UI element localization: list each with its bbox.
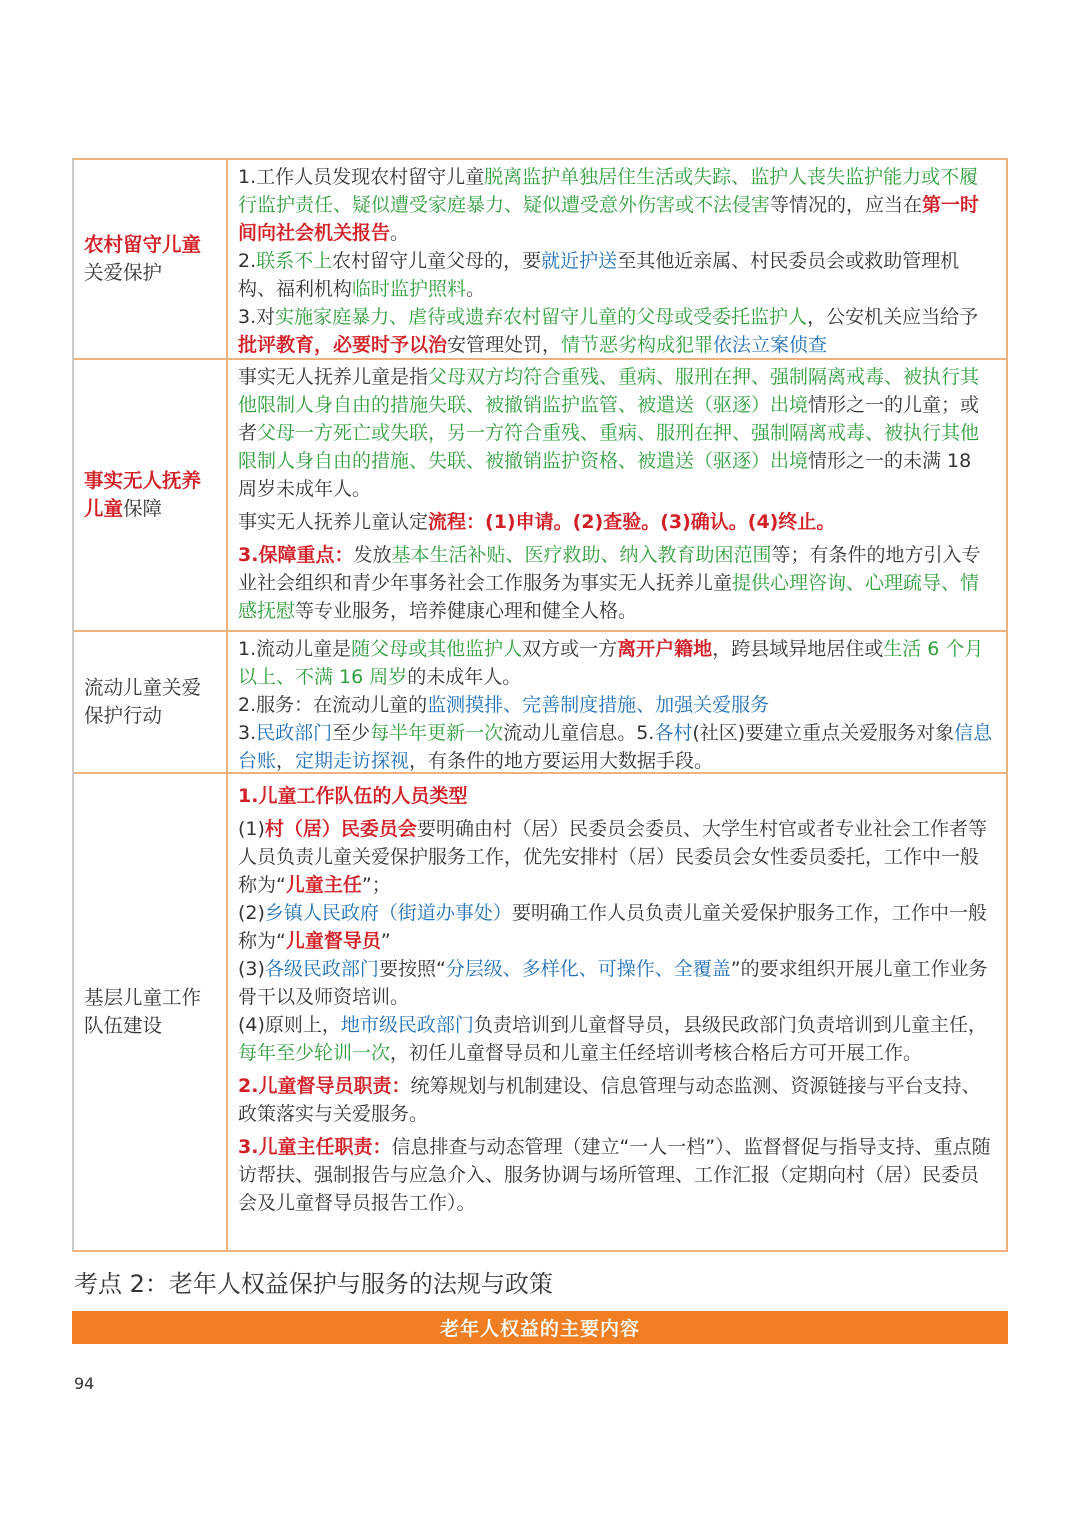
text-segment: 生活 6 个月以上、不满 16 周岁	[238, 638, 984, 688]
text-segment: 情节恶劣构成犯罪	[561, 334, 714, 356]
text-segment: 等情况的，应当在	[770, 194, 923, 216]
text-segment: ”	[380, 930, 391, 952]
text-segment: 临时监护照料	[352, 278, 467, 300]
table-row	[74, 632, 1006, 774]
text-segment: (3)	[238, 958, 265, 980]
content-paragraph	[238, 635, 996, 691]
text-segment: 父母一方死亡或失联，另一方符合重残、重病、服刑在押、强制隔离戒毒、被执行其他限制人身自由的措施、失联、被撤销监护资格、被遣送（驱逐）出境	[238, 422, 980, 472]
text-segment: 要明确工作人员负责儿童关爱保护服务工作，工作中一般称为“	[238, 902, 987, 952]
text-segment: 基本生活补贴、医疗救助、纳入教育助困范围	[391, 544, 772, 566]
text-segment: 等专业服务，培养健康心理和健全人格。	[295, 600, 638, 622]
text-segment: 流动儿童关爱保护行动	[84, 676, 202, 727]
text-segment: 事实无人抚养儿童是指	[238, 366, 429, 388]
text-segment: 依法立案侦查	[713, 334, 828, 356]
page-number: 94	[74, 1374, 95, 1393]
text-segment: 双方或一方	[522, 638, 618, 660]
table-row	[74, 774, 1006, 1250]
text-segment: 统筹规划与机制建设、信息管理与动态监测、资源链接与平台支持、政策落实与关爱服务。	[238, 1075, 981, 1125]
row-content	[228, 774, 1006, 1250]
text-segment: 基层儿童工作队伍建设	[84, 986, 202, 1037]
text-segment: 3.对	[238, 306, 276, 328]
text-segment: 离开户籍地	[617, 638, 713, 660]
row-category	[74, 632, 228, 772]
text-segment: 父母双方均符合重残、重病、服刑在押、强制隔离戒毒、被执行其他限制人身自由的措施失联、被撤销监护监管、被遣送（驱逐）出境	[238, 366, 980, 416]
text-segment: ，初任儿童督导员和儿童主任经培训考核合格后方可开展工作。	[390, 1042, 923, 1064]
text-segment: 地市级民政部门	[340, 1014, 474, 1036]
text-segment: 。	[390, 222, 410, 244]
text-segment: ，跨县域异地居住或	[712, 638, 884, 660]
text-segment: 2.	[238, 250, 257, 272]
content-paragraph	[238, 955, 996, 1011]
text-segment: 第一时间向社会机关报告	[238, 194, 980, 244]
row-content	[228, 632, 1006, 772]
text-segment: 村（居）民委员会	[264, 818, 417, 840]
content-paragraph	[238, 899, 996, 955]
text-segment: 的未成年人。	[407, 666, 522, 688]
text-segment: 事实无人抚养儿童认定	[238, 511, 429, 533]
row-category	[74, 360, 228, 630]
content-paragraph	[238, 815, 996, 899]
text-segment: 儿童	[84, 497, 124, 520]
text-segment: 情形之一的儿童；或者	[238, 394, 980, 444]
content-paragraph	[238, 541, 996, 625]
policy-table	[72, 158, 1008, 1252]
text-segment: 流动儿童信息。5.	[503, 722, 655, 744]
text-segment: 至其他近亲属、村民委员会或救助管理机构、福利机构	[238, 250, 960, 300]
text-segment: ”；	[361, 874, 391, 896]
content-paragraph	[238, 1133, 996, 1217]
content-paragraph	[238, 508, 996, 536]
text-segment: 各级民政部门	[264, 958, 379, 980]
text-segment: 等；有条件的地方引入专业社会组织和青少年事务社会工作服务为事实无人抚养儿童	[238, 544, 981, 594]
text-segment: 事实无人抚养	[84, 469, 202, 492]
text-segment: (2)	[238, 902, 265, 924]
text-segment: 就近护送	[541, 250, 618, 272]
text-segment: ”的要求组织开展儿童工作业务骨干以及师资培训。	[238, 958, 988, 1008]
text-segment: 要按照“	[378, 958, 446, 980]
text-segment: 随父母或其他监护人	[351, 638, 523, 660]
text-segment: 3.	[238, 722, 257, 744]
content-paragraph	[238, 247, 996, 303]
text-segment: 3.保障重点：	[238, 544, 354, 566]
text-segment: 批评教育，必要时予以治	[238, 334, 448, 356]
text-segment: 每半年更新一次	[370, 722, 504, 744]
text-segment: 提供心理咨询、心理疏导、情感抚慰	[238, 572, 980, 622]
content-paragraph	[238, 1072, 996, 1128]
section-header-bar: 老年人权益的主要内容	[72, 1311, 1008, 1344]
row-category	[74, 774, 228, 1250]
text-segment: 情形之一的未满 18 周岁未成年人。	[238, 450, 972, 500]
row-content	[228, 160, 1006, 358]
table-row	[74, 160, 1006, 360]
text-segment: 乡镇人民政府（街道办事处）	[264, 902, 512, 924]
text-segment: 流程：(1)申请。(2)查验。(3)确认。(4)终止。	[428, 511, 836, 533]
text-segment: 监测摸排、完善制度措施、加强关爱服务	[427, 694, 770, 716]
text-segment: 定期走访探视	[295, 750, 410, 772]
text-segment: (1)	[238, 818, 265, 840]
content-paragraph	[238, 303, 996, 359]
text-segment: 各村	[654, 722, 693, 744]
text-segment: 发放	[353, 544, 392, 566]
text-segment: 信息排查与动态管理（建立“一人一档”）、监督督促与指导支持、重点随访帮扶、强制报告与应急介入、服务协调与场所管理、工作汇报（定期向村（居）民委员会及儿童督导员报告工作）。	[238, 1136, 991, 1214]
text-segment: 1.流动儿童是	[238, 638, 352, 660]
text-segment: 至少	[332, 722, 371, 744]
text-segment: 2.服务：在流动儿童的	[238, 694, 428, 716]
content-paragraph	[238, 163, 996, 247]
text-segment: ，公安机关应当给予	[807, 306, 979, 328]
text-segment: 农村留守儿童	[84, 233, 202, 256]
text-segment: 信息台账	[238, 722, 993, 772]
text-segment: ，有条件的地方要运用大数据手段。	[409, 750, 714, 772]
text-segment: 联系不上	[256, 250, 333, 272]
section-title: 考点 2：老年人权益保护与服务的法规与政策	[74, 1270, 553, 1298]
text-segment: 负责培训到儿童督导员，县级民政部门负责培训到儿童主任，	[473, 1014, 987, 1036]
text-segment: 1.工作人员发现农村留守儿童	[238, 166, 485, 188]
content-paragraph	[238, 719, 996, 775]
text-segment: ，	[276, 750, 296, 772]
text-segment: 民政部门	[256, 722, 333, 744]
text-segment: 3.儿童主任职责：	[238, 1136, 392, 1158]
text-segment: 儿童督导员	[285, 930, 381, 952]
text-segment: 安管理处罚，	[447, 334, 562, 356]
text-segment: 保障	[123, 497, 163, 520]
text-segment: 。	[466, 278, 486, 300]
text-segment: 分层级、多样化、可操作、全覆盖	[445, 958, 731, 980]
text-segment: 1.儿童工作队伍的人员类型	[238, 785, 468, 807]
text-segment: 脱离监护单独居住生活或失踪、监护人丧失监护能力或不履行监护责任、疑似遭受家庭暴力、疑似遭受意外伤害或不法侵害	[238, 166, 979, 216]
content-paragraph	[238, 1011, 996, 1067]
row-content	[228, 360, 1006, 630]
content-paragraph	[238, 691, 996, 719]
text-segment: 每年至少轮训一次	[238, 1042, 391, 1064]
text-segment: 农村留守儿童父母的，要	[332, 250, 542, 272]
content-paragraph	[238, 782, 996, 810]
text-segment: 实施家庭暴力、虐待或遗弃农村留守儿童的父母或受委托监护人	[275, 306, 808, 328]
row-category	[74, 160, 228, 358]
text-segment: (社区)要建立重点关爱服务对象	[692, 722, 955, 744]
text-segment: (4)原则上，	[238, 1014, 341, 1036]
content-paragraph	[238, 363, 996, 503]
text-segment: 儿童主任	[285, 874, 362, 896]
text-segment: 关爱保护	[84, 261, 163, 284]
text-segment: 2.儿童督导员职责：	[238, 1075, 411, 1097]
text-segment: 要明确由村（居）民委员会委员、大学生村官或者专业社会工作者等人员负责儿童关爱保护服务工作，优先安排村（居）民委员会女性委员委托，工作中一般称为“	[238, 818, 987, 896]
table-row	[74, 360, 1006, 632]
